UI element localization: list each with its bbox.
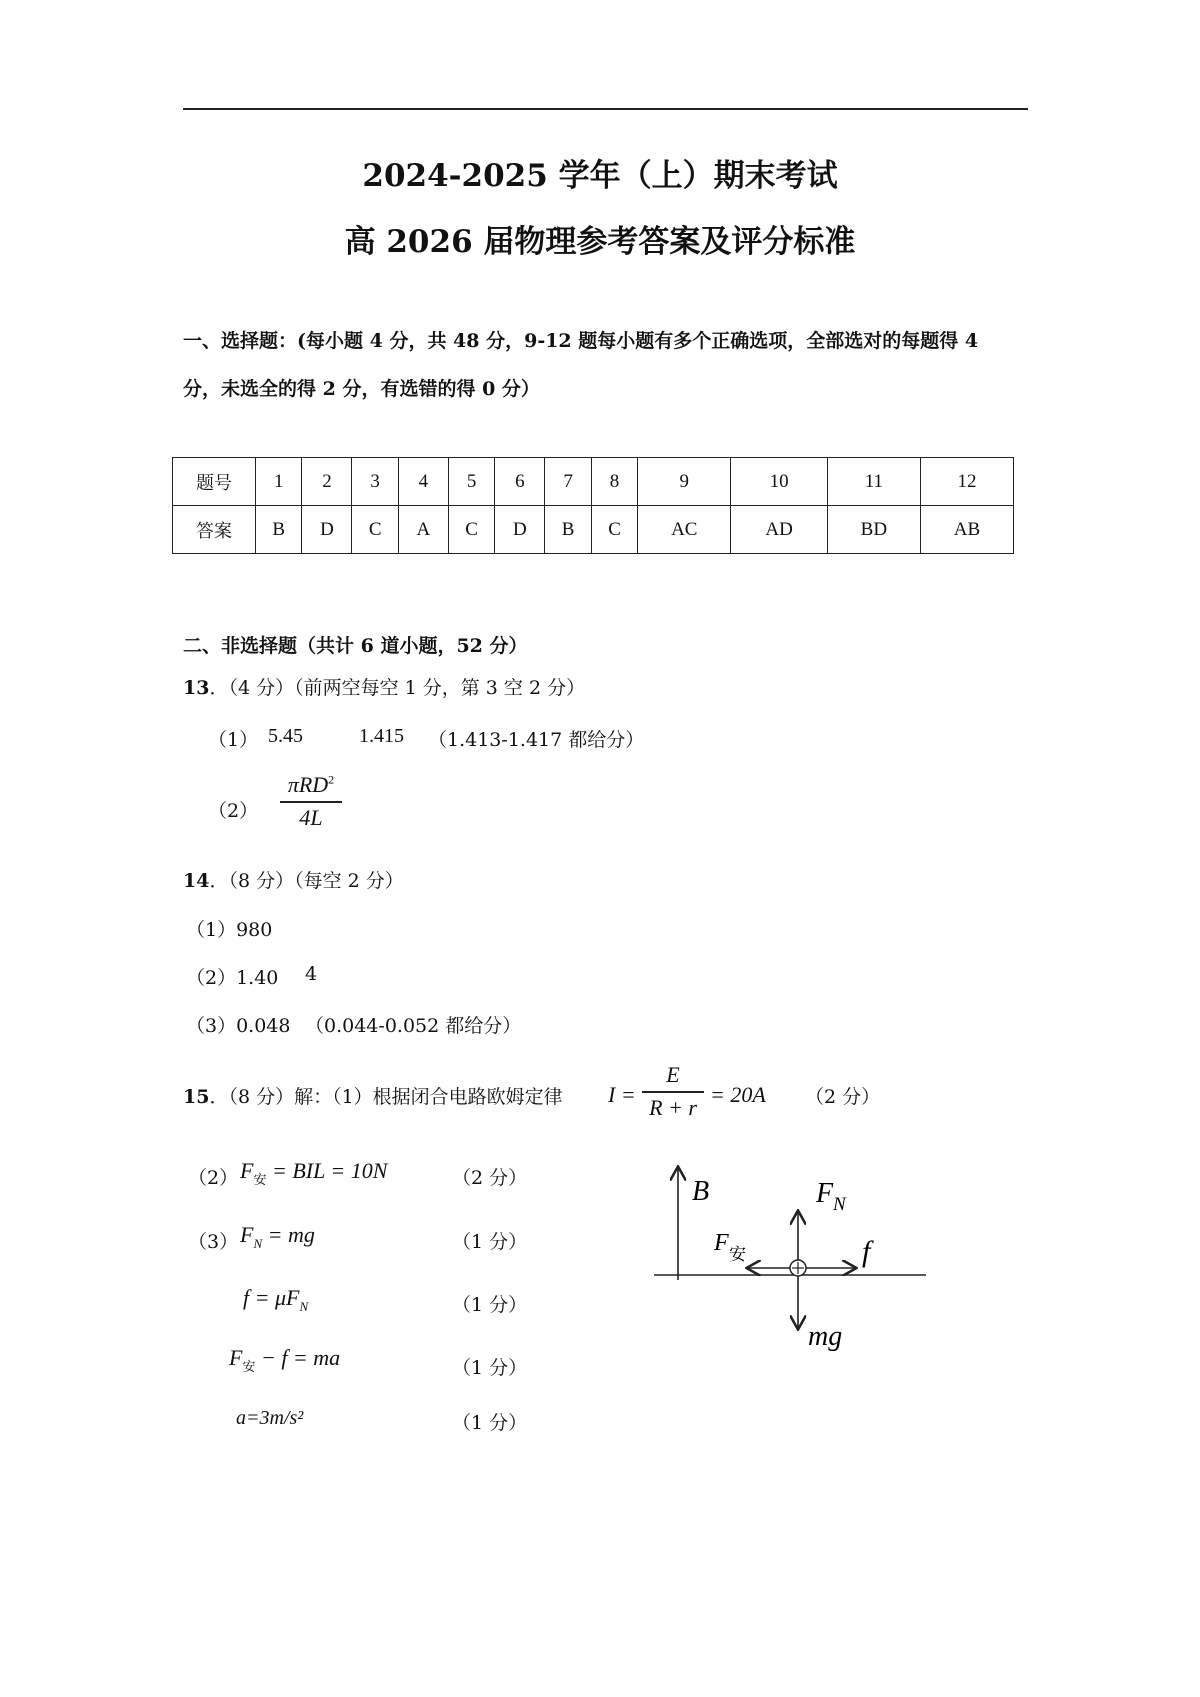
table-header-number: 题号 <box>173 458 256 506</box>
table-header-answer: 答案 <box>173 506 256 554</box>
label-fan: F <box>714 1230 729 1256</box>
q15-part2-label: （2） <box>188 1167 239 1189</box>
table-cell: B <box>256 506 302 554</box>
table-cell: 4 <box>398 458 448 506</box>
table-cell: 8 <box>591 458 637 506</box>
table-cell: 1 <box>256 458 302 506</box>
equation-rest: = mg <box>262 1222 315 1247</box>
force-subscript: N <box>253 1236 263 1251</box>
table-cell: C <box>448 506 494 554</box>
equation-rest: = BIL = 10N <box>266 1158 388 1183</box>
table-cell: 6 <box>495 458 545 506</box>
table-cell: 12 <box>920 458 1013 506</box>
equation-text: f = μF <box>243 1285 300 1310</box>
table-cell: BD <box>827 506 920 554</box>
fraction-numerator <box>280 772 342 801</box>
table-cell: D <box>495 506 545 554</box>
table-cell: 3 <box>352 458 398 506</box>
q14-part3: （3）0.048 <box>186 1015 291 1037</box>
force-symbol: F <box>240 1222 254 1247</box>
table-cell: 9 <box>638 458 731 506</box>
label-fan-subscript: 安 <box>729 1245 746 1265</box>
force-diagram <box>640 1150 940 1360</box>
fraction-denominator: 4L <box>299 804 323 830</box>
table-cell: 7 <box>545 458 591 506</box>
q15-eq1-fraction <box>642 1062 704 1121</box>
q15-part2-score: （2 分） <box>452 1167 528 1189</box>
q14-part1: （1）980 <box>186 919 273 941</box>
q13-part1-note: （1.413-1.417 都给分） <box>428 729 645 751</box>
q15-heading <box>183 1082 563 1109</box>
q13-number: 13 <box>183 677 210 699</box>
q15-friction-equation <box>243 1285 309 1314</box>
q14-number: 14 <box>183 870 210 892</box>
label-f: f <box>862 1235 871 1268</box>
label-fn-subscript: N <box>833 1194 846 1215</box>
table-cell: D <box>302 506 352 554</box>
q13-part1-value1: 5.45 <box>268 725 303 747</box>
table-cell: AB <box>920 506 1013 554</box>
header-rule <box>183 108 1028 110</box>
q13-score-note: ．（4 分）（前两空每空 1 分，第 3 空 2 分） <box>209 677 586 699</box>
q13-heading <box>183 673 585 700</box>
q15-part3-label: （3） <box>188 1231 239 1253</box>
equation-rest: − f = ma <box>255 1345 341 1370</box>
q15-part3-equation <box>240 1222 315 1251</box>
q14-part3-note: （0.044-0.052 都给分） <box>305 1015 522 1037</box>
section1-heading-line2: 分，未选全的得 2 分，有选错的得 0 分） <box>183 378 540 400</box>
section1-heading-line1: 一、选择题：(每小题 4 分，共 48 分，9-12 题每小题有多个正确选项，全部选对的每题得 4 <box>183 330 979 352</box>
table-cell: C <box>352 506 398 554</box>
table-cell: 5 <box>448 458 494 506</box>
q15-acceleration-result: a=3m/s² <box>236 1407 304 1429</box>
q15-part2-equation <box>240 1158 388 1187</box>
fraction-numerator: E <box>666 1062 680 1087</box>
table-row-answers <box>173 506 1014 554</box>
equation-subscript: N <box>299 1299 309 1314</box>
q15-eq1-lhs: I = <box>608 1082 636 1107</box>
table-row-numbers <box>173 458 1014 506</box>
q14-heading <box>183 866 404 893</box>
q14-score-note: ．（8 分）（每空 2 分） <box>209 870 404 892</box>
numerator-text: πRD <box>287 772 329 797</box>
numerator-exponent: 2 <box>328 772 335 787</box>
q13-part2-fraction <box>280 772 342 831</box>
q13-part1-value2: 1.415 <box>359 725 404 747</box>
table-cell: B <box>545 506 591 554</box>
q15-friction-score: （1 分） <box>452 1294 528 1316</box>
q15-eq1-rhs: = 20A <box>710 1082 766 1107</box>
force-subscript: 安 <box>242 1359 256 1374</box>
q13-part2-label: （2） <box>208 800 259 822</box>
table-cell: 2 <box>302 458 352 506</box>
q15-acceleration-score: （1 分） <box>452 1412 528 1434</box>
q15-intro: ．（8 分）解：（1）根据闭合电路欧姆定律 <box>209 1086 563 1108</box>
fraction-denominator: R + r <box>649 1094 697 1120</box>
label-b: B <box>692 1176 710 1207</box>
q14-part2-value2: 4 <box>305 963 318 985</box>
force-symbol: F <box>229 1345 243 1370</box>
q15-number: 15 <box>183 1086 210 1108</box>
table-cell: AC <box>638 506 731 554</box>
table-cell: 10 <box>731 458 828 506</box>
exam-title: 2024-2025 学年（上）期末考试 <box>362 158 838 194</box>
q15-eq1-score: （2 分） <box>805 1086 881 1108</box>
table-cell: AD <box>731 506 828 554</box>
q15-part3-score: （1 分） <box>452 1231 528 1253</box>
q13-part1-label: （1） <box>208 729 259 751</box>
table-cell: C <box>591 506 637 554</box>
answer-key-title: 高 2026 届物理参考答案及评分标准 <box>344 224 856 260</box>
label-fn: F <box>816 1178 834 1209</box>
force-subscript: 安 <box>253 1172 267 1187</box>
table-cell: A <box>398 506 448 554</box>
table-cell: 11 <box>827 458 920 506</box>
label-mg: mg <box>808 1321 843 1352</box>
answer-table <box>172 457 1014 554</box>
section2-heading: 二、非选择题（共计 6 道小题，52 分） <box>183 635 528 657</box>
q15-newton-equation <box>229 1345 341 1374</box>
q14-part2: （2）1.40 <box>186 967 279 989</box>
force-symbol: F <box>240 1158 254 1183</box>
q15-newton-score: （1 分） <box>452 1357 528 1379</box>
